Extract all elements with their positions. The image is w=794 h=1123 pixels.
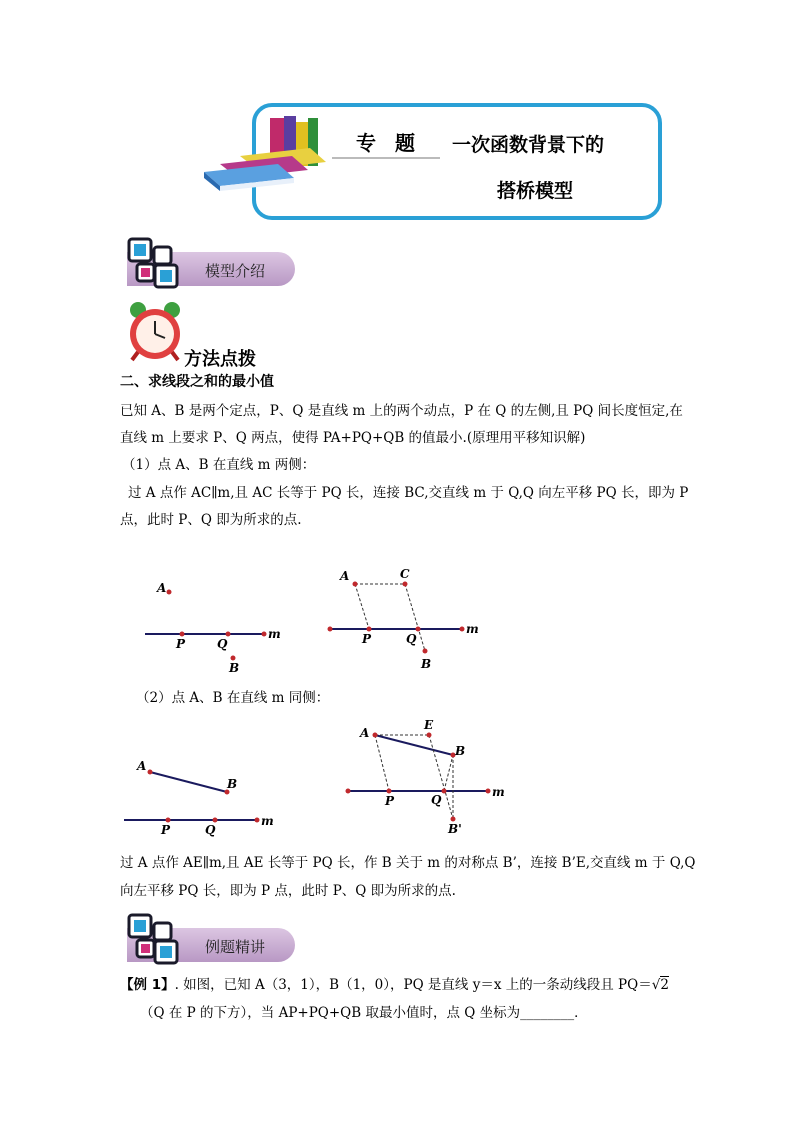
example1-line1 [120, 973, 669, 997]
label-A: A [157, 581, 167, 595]
intro-line1: 已知 A、B 是两个定点，P、Q 是直线 m 上的两个动点，P 在 Q 的左侧,且 PQ 间长度恒定,在 [120, 403, 683, 419]
label-B: B [227, 777, 238, 791]
label-m: m [492, 785, 505, 799]
sqrt-value: 2 [660, 977, 669, 993]
case2-title: （2）点 A、B 在直线 m 同侧： [136, 690, 330, 706]
grid-squares-icon [127, 913, 181, 965]
figure-case2-after [340, 715, 510, 840]
case1-line1: 过 A 点作 AC∥m,且 AC 长等于 PQ 长，连接 BC,交直线 m 于 Q,Q 向左平移 PQ 长，即为 P [128, 485, 689, 501]
figure-case1-before [140, 575, 290, 675]
zhuanti-label: 专 题 [356, 131, 421, 155]
banner-title-line1: 一次函数背景下的 [452, 134, 605, 156]
grid-squares-icon [127, 237, 181, 289]
alarm-clock-icon [124, 300, 186, 362]
example1-text: . 如图，已知 A（3，1），B（1，0），PQ 是直线 y＝x 上的一条动线段且 PQ＝ [174, 977, 652, 993]
label-B: B [229, 661, 240, 675]
banner-title-line2: 搭桥模型 [497, 180, 574, 202]
label-E: E [424, 718, 434, 732]
label-Q: Q [406, 632, 417, 646]
example1-line2: （Q 在 P 的下方），当 AP+PQ+QB 取最小值时，点 Q 坐标为________． [140, 1005, 588, 1021]
method-title: 方法点拨 [184, 349, 256, 370]
figure-case2-before [120, 755, 280, 840]
label-B: B [421, 657, 432, 671]
case1-title: （1）点 A、B 在直线 m 两侧： [122, 457, 316, 473]
label-m: m [268, 627, 281, 641]
label-m: m [466, 622, 479, 636]
label-P: P [161, 823, 171, 837]
label-m: m [261, 814, 274, 828]
case2-line1: 过 A 点作 AE∥m,且 AE 长等于 PQ 长，作 B 关于 m 的对称点 B’，连接 B’E,交直线 m 于 Q,Q [120, 855, 696, 871]
label-P: P [362, 632, 372, 646]
case2-line2: 向左平移 PQ 长，即为 P 点，此时 P、Q 即为所求的点. [120, 883, 456, 899]
section-tag-model-intro: 模型介绍 [127, 252, 295, 286]
figure-case1-after [322, 565, 482, 675]
label-Q: Q [431, 793, 442, 807]
banner-divider [332, 157, 440, 159]
example1-tag: 【例 1】 [120, 977, 175, 993]
label-Q: Q [205, 823, 216, 837]
label-P: P [385, 794, 395, 808]
label-Bprime: B' [448, 822, 462, 836]
label-P: P [176, 637, 186, 651]
label-B: B [455, 744, 466, 758]
label-C: C [400, 567, 410, 581]
label-A: A [360, 726, 370, 740]
section-title: 二、求线段之和的最小值 [120, 374, 274, 390]
books-icon [200, 112, 330, 192]
section-tag-examples: 例题精讲 [127, 928, 295, 962]
intro-line2: 直线 m 上要求 P、Q 两点，使得 PA+PQ+QB 的值最小.(原理用平移知识解) [120, 430, 586, 446]
sqrt-symbol: √ [651, 977, 661, 993]
label-Q: Q [217, 637, 228, 651]
label-A: A [137, 759, 147, 773]
label-A: A [340, 569, 350, 583]
case1-line2: 点，此时 P、Q 即为所求的点. [120, 512, 302, 528]
